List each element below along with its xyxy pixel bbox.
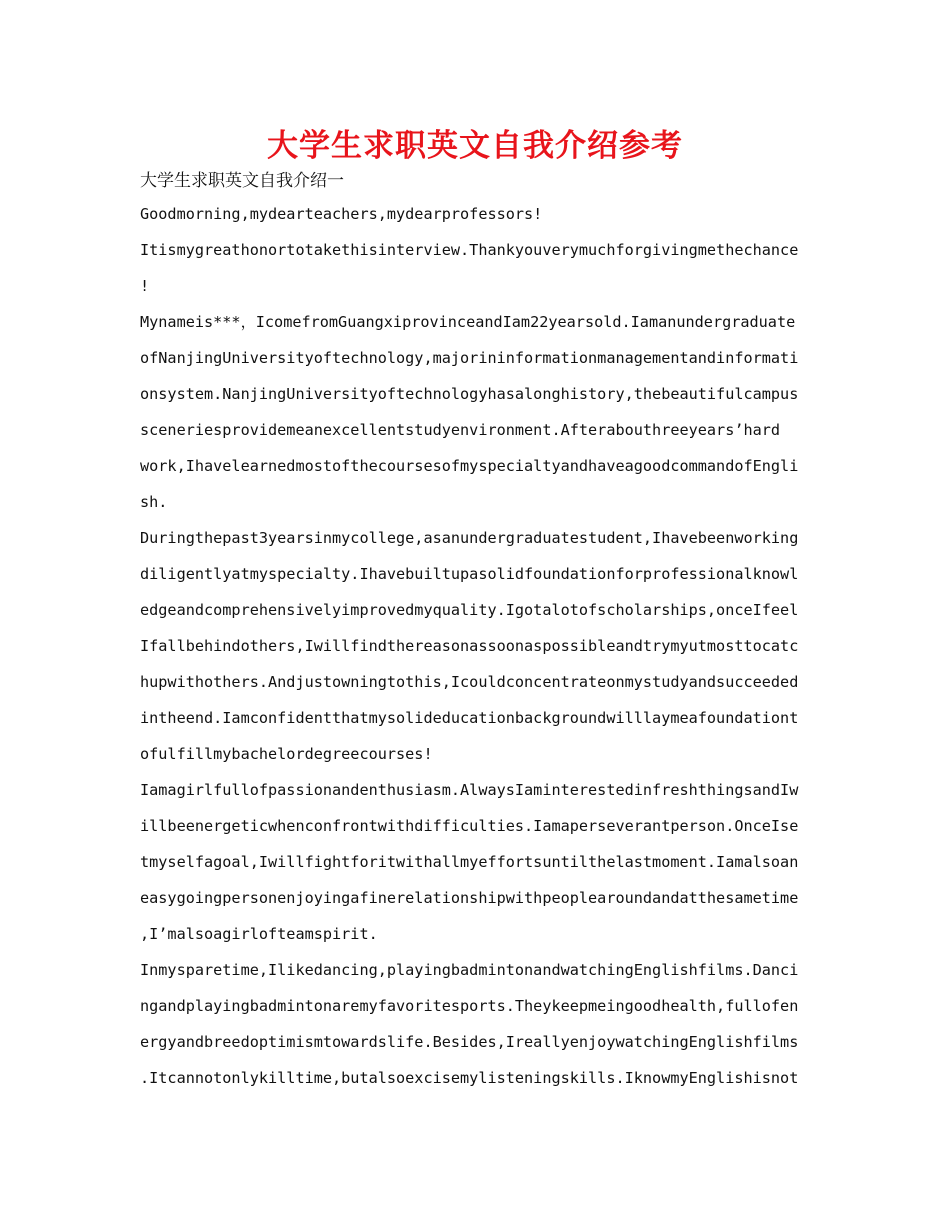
text-line: tmyselfagoal,Iwillfightforitwithallmyeffortsuntilthelastmoment.Iamalsoan [140, 853, 799, 871]
text-line: Inmysparetime,Ilikedancing,playingbadmintonandwatchingEnglishfilms.Danci [140, 961, 799, 979]
text-line: work,IhavelearnedmostofthecoursesofmyspecialtyandhaveagoodcommandofEngli [140, 457, 799, 475]
text-line: ngandplayingbadmintonaremyfavoritesports.Theykeepmeingoodhealth,fullofen [140, 997, 799, 1015]
text-line: ,I’malsoagirlofteamspirit. [140, 925, 378, 943]
section-heading: 大学生求职英文自我介绍一 [140, 171, 344, 191]
text-line: ofNanjingUniversityoftechnology,majorininformationmanagementandinformati [140, 349, 799, 367]
text-line: ! [140, 277, 150, 295]
text-line: Mynameis***，IcomefromGuangxiprovinceandIam22yearsold.Iamanundergraduate [140, 313, 796, 331]
text-line: Itismygreathonortotakethisinterview.Thankyouverymuchforgivingmethechance [140, 241, 799, 259]
text-line: intheend.Iamconfidentthatmysolideducationbackgroundwilllaymeafoundationt [140, 709, 799, 727]
text-line: ergyandbreedoptimismtowardslife.Besides,IreallyenjoywatchingEnglishfilms [140, 1033, 799, 1051]
text-line: ofulfillmybachelordegreecourses! [140, 745, 433, 763]
text-line: sceneriesprovidemeanexcellentstudyenvironment.Afterabouthreeyears’hard [140, 421, 781, 439]
body-text [140, 199, 812, 1099]
text-line: onsystem.NanjingUniversityoftechnologyhasalonghistory,thebeautifulcampus [140, 385, 799, 403]
text-line: illbeenergeticwhenconfrontwithdifficulties.Iamaperseverantperson.OnceIse [140, 817, 799, 835]
text-line: Goodmorning,mydearteachers,mydearprofessors! [140, 205, 543, 223]
text-line: Ifallbehindothers,Iwillfindthereasonassoonaspossibleandtrymyutmosttocatc [140, 637, 799, 655]
text-line: Duringthepast3yearsinmycollege,asanundergraduatestudent,Ihavebeenworking [140, 529, 799, 547]
text-line: .Itcannotonlykilltime,butalsoexcisemylisteningskills.IknowmyEnglishisnot [140, 1069, 799, 1087]
text-line: hupwithothers.Andjustowningtothis,Icouldconcentrateonmystudyandsucceeded [140, 673, 799, 691]
text-line: Iamagirlfullofpassionandenthusiasm.AlwaysIaminterestedinfreshthingsandIw [140, 781, 799, 799]
text-line: sh. [140, 493, 168, 511]
text-line: easygoingpersonenjoyingafinerelationshipwithpeoplearoundandatthesametime [140, 889, 799, 907]
page-title: 大学生求职英文自我介绍参考 [267, 128, 683, 164]
text-line: edgeandcomprehensivelyimprovedmyquality.Igotalotofscholarships,onceIfeel [140, 601, 799, 619]
text-line: diligentlyatmyspecialty.Ihavebuiltupasolidfoundationforprofessionalknowl [140, 565, 799, 583]
